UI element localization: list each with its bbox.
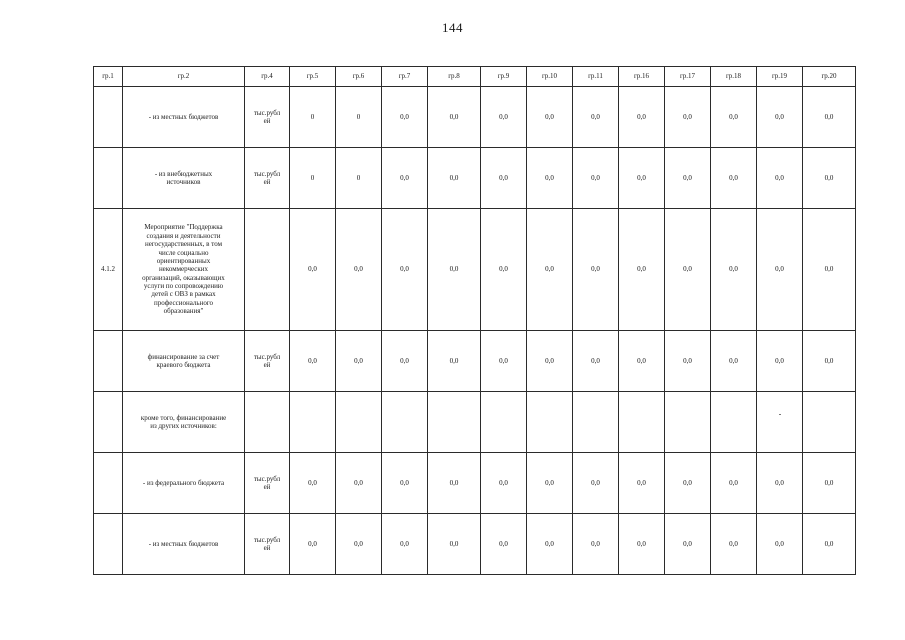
value-cell: 0,0 [711,331,757,392]
value-cell: 0,0 [757,148,803,209]
row-code [94,392,123,453]
budget-table [93,66,856,575]
value-cell [481,392,527,453]
table-row [94,331,856,392]
column-header: гр.20 [803,67,856,87]
value-cell: 0,0 [619,331,665,392]
row-unit: тыс.рубл ей [245,148,290,209]
value-cell: 0,0 [711,148,757,209]
column-header: гр.10 [527,67,573,87]
value-cell [757,392,803,453]
column-header: гр.17 [665,67,711,87]
value-cell: 0,0 [428,209,481,331]
value-cell: 0,0 [619,87,665,148]
value-cell: 0 [336,148,382,209]
value-cell: 0,0 [803,514,856,575]
value-cell: 0,0 [290,331,336,392]
value-cell: 0 [336,87,382,148]
value-cell: 0,0 [527,514,573,575]
column-header: гр.4 [245,67,290,87]
row-code [94,453,123,514]
value-cell: 0,0 [711,87,757,148]
value-cell: 0,0 [481,453,527,514]
table-row [94,453,856,514]
table-row [94,209,856,331]
value-cell [711,392,757,453]
row-name: - из внебюджетных источников [123,148,245,209]
value-cell [803,392,856,453]
row-unit: тыс.рубл ей [245,453,290,514]
value-cell: 0,0 [757,453,803,514]
value-cell: 0,0 [757,209,803,331]
value-cell: 0,0 [481,514,527,575]
column-header: гр.9 [481,67,527,87]
column-header: гр.11 [573,67,619,87]
row-name: кроме того, финансирование из других источников: [123,392,245,453]
row-code: 4.1.2 [94,209,123,331]
value-cell: 0,0 [711,453,757,514]
value-cell: 0,0 [290,453,336,514]
value-cell: 0,0 [665,87,711,148]
row-unit: тыс.рубл ей [245,87,290,148]
value-cell: 0,0 [481,148,527,209]
value-cell: 0,0 [573,148,619,209]
value-cell: 0,0 [803,148,856,209]
row-name: - из федерального бюджета [123,453,245,514]
column-header: гр.1 [94,67,123,87]
value-cell: 0,0 [336,331,382,392]
row-unit: тыс.рубл ей [245,514,290,575]
column-header: гр.6 [336,67,382,87]
table-row [94,87,856,148]
value-cell: 0,0 [382,453,428,514]
value-cell: 0 [290,87,336,148]
value-cell: 0,0 [573,514,619,575]
table-row [94,514,856,575]
value-cell [665,392,711,453]
value-cell: 0,0 [428,87,481,148]
value-cell: 0,0 [665,209,711,331]
value-cell: 0,0 [757,514,803,575]
row-unit [245,392,290,453]
row-code [94,87,123,148]
header-row [94,67,856,87]
value-cell: 0,0 [527,453,573,514]
value-cell [382,392,428,453]
scan-speck [779,414,781,415]
value-cell [619,392,665,453]
value-cell: 0,0 [382,87,428,148]
value-cell [527,392,573,453]
value-cell: 0,0 [711,514,757,575]
value-cell: 0,0 [665,514,711,575]
value-cell: 0,0 [290,514,336,575]
row-code [94,514,123,575]
value-cell: 0,0 [336,209,382,331]
value-cell: 0,0 [665,453,711,514]
column-header: гр.5 [290,67,336,87]
value-cell [336,392,382,453]
value-cell: 0,0 [573,87,619,148]
value-cell: 0,0 [290,209,336,331]
row-name: - из местных бюджетов [123,87,245,148]
column-header: гр.2 [123,67,245,87]
value-cell: 0,0 [757,331,803,392]
value-cell: 0,0 [428,514,481,575]
value-cell [573,392,619,453]
value-cell [290,392,336,453]
value-cell: 0,0 [382,209,428,331]
value-cell: 0,0 [665,331,711,392]
page-number: 144 [442,20,463,35]
table-row [94,392,856,453]
value-cell: 0,0 [803,87,856,148]
value-cell: 0,0 [481,87,527,148]
value-cell: 0,0 [527,209,573,331]
value-cell: 0,0 [382,514,428,575]
column-header: гр.18 [711,67,757,87]
value-cell: 0,0 [803,453,856,514]
value-cell: 0,0 [619,514,665,575]
value-cell: 0,0 [527,87,573,148]
row-unit: тыс.рубл ей [245,331,290,392]
value-cell: 0,0 [428,453,481,514]
row-unit [245,209,290,331]
column-header: гр.7 [382,67,428,87]
table-row [94,148,856,209]
column-header: гр.8 [428,67,481,87]
value-cell: 0,0 [428,331,481,392]
value-cell: 0,0 [527,148,573,209]
value-cell: 0,0 [711,209,757,331]
value-cell: 0,0 [619,148,665,209]
value-cell: 0,0 [481,331,527,392]
value-cell: 0,0 [527,331,573,392]
row-code [94,148,123,209]
column-header: гр.19 [757,67,803,87]
value-cell [428,392,481,453]
value-cell: 0,0 [428,148,481,209]
row-name: - из местных бюджетов [123,514,245,575]
column-header: гр.16 [619,67,665,87]
value-cell: 0,0 [619,209,665,331]
row-name: финансирование за счет краевого бюджета [123,331,245,392]
value-cell: 0,0 [757,87,803,148]
value-cell: 0 [290,148,336,209]
row-code [94,331,123,392]
value-cell: 0,0 [336,453,382,514]
value-cell: 0,0 [481,209,527,331]
value-cell: 0,0 [573,453,619,514]
value-cell: 0,0 [803,331,856,392]
value-cell: 0,0 [573,209,619,331]
value-cell: 0,0 [336,514,382,575]
value-cell: 0,0 [382,148,428,209]
value-cell: 0,0 [665,148,711,209]
value-cell: 0,0 [803,209,856,331]
value-cell: 0,0 [573,331,619,392]
row-name: Мероприятие "Поддержка создания и деятельности негосударственных, в том числе социально ориентированных некоммерческих организаций, оказывающих услуги по сопровождению детей с ОВЗ в рамках профессионального образования" [123,209,245,331]
value-cell: 0,0 [619,453,665,514]
value-cell: 0,0 [382,331,428,392]
